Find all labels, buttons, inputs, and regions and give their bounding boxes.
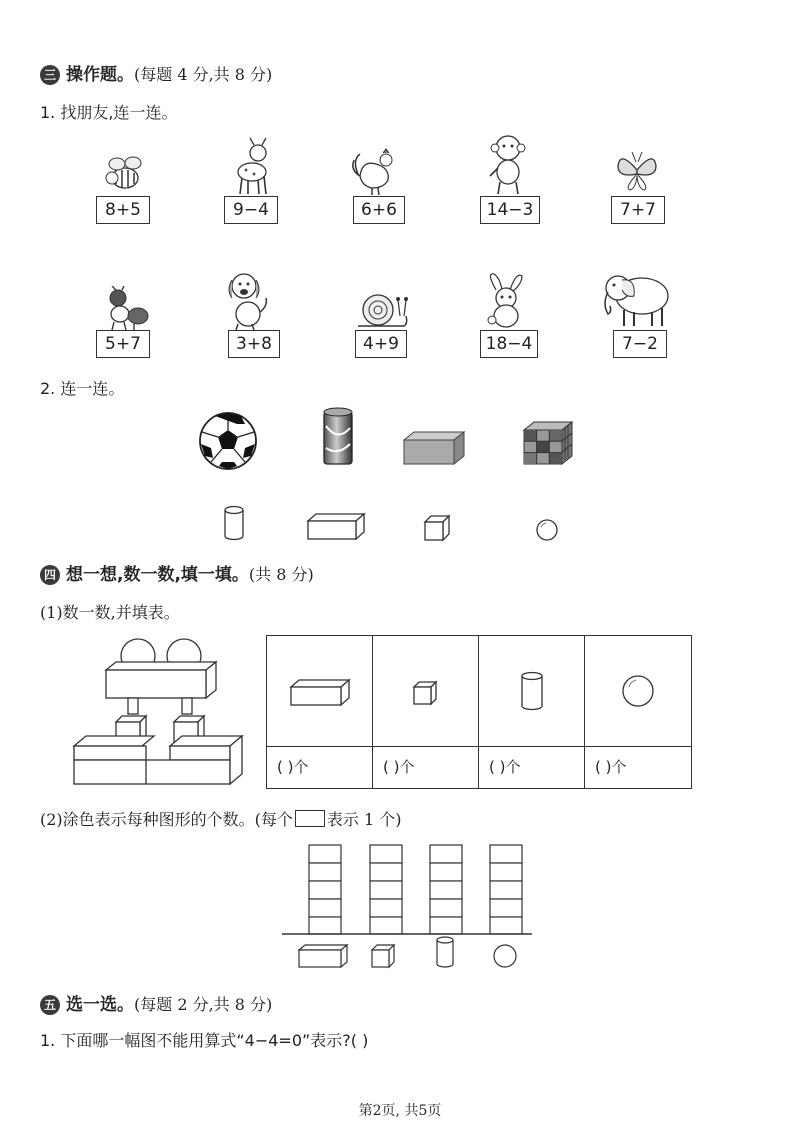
expr-box-butterfly: 7+7 [611,196,665,224]
table-cube-icon [412,680,438,706]
question-3-1: 1. 找朋友,连一连。 [40,103,178,122]
section-4-title: 想一想,数一数,填一填。 [66,565,249,585]
expr-box-rabbit: 18−4 [480,330,538,358]
coloring-bar-grid [282,840,532,974]
question-5-1: 1. 下面哪一幅图不能用算式“4−4=0”表示?( ) [40,1031,369,1050]
section-3-badge: 三 [40,65,60,85]
elephant-icon [600,268,674,330]
bee-icon [104,152,146,196]
section-3-heading [40,60,272,85]
cube-shape [423,514,451,542]
rabbit-icon [482,272,528,330]
expr-box-elephant: 7−2 [613,330,667,358]
section-3-points: (每题 4 分,共 8 分) [134,65,273,84]
section-5-points: (每题 2 分,共 8 分) [134,995,273,1014]
cuboid-shape [306,512,366,542]
sub-question-2-suffix: 表示 1 个) [326,810,402,829]
question-3-2: 2. 连一连。 [40,379,125,398]
monkey-icon [486,132,530,196]
cylinder-shape [222,504,246,542]
expr-box-dog: 3+8 [228,330,280,358]
count-answer-cylinder[interactable]: ( )个 [489,758,521,776]
bar-column-sphere [490,845,522,934]
soccer-ball-icon [197,410,259,472]
count-table [266,635,692,789]
table-cuboid-icon [289,678,351,708]
brick-icon [402,430,466,468]
section-5-heading [40,990,272,1015]
section-4-badge: 四 [40,565,60,585]
unit-square-icon [295,810,325,827]
expr-box-rooster: 6+6 [353,196,405,224]
bar-column-cuboid [309,845,341,934]
sub-question-2 [40,807,402,830]
expr-box-snail: 4+9 [355,330,407,358]
butterfly-icon [614,148,660,192]
table-divider [267,746,691,747]
sub-question-1: (1)数一数,并填表。 [40,603,180,622]
deer-icon [226,136,276,196]
snail-icon [354,286,410,330]
ant-icon [104,286,150,330]
table-sphere-icon [621,674,655,708]
section-4-points: (共 8 分) [248,565,314,584]
expr-box-bee: 8+5 [96,196,150,224]
sub-question-2-prefix: (2)涂色表示每种图形的个数。(每个 [40,810,293,829]
soda-can-icon [318,406,358,468]
expr-box-monkey: 14−3 [480,196,540,224]
section-5-badge: 五 [40,995,60,1015]
rooster-icon [350,146,400,196]
count-answer-sphere[interactable]: ( )个 [595,758,627,776]
section-3-title: 操作题。 [66,65,134,85]
table-cylinder-icon [519,670,545,712]
count-answer-cuboid[interactable]: ( )个 [277,758,309,776]
expr-box-ant: 5+7 [96,330,150,358]
page-footer: 第2页, 共5页 [358,1103,442,1119]
dog-icon [224,270,270,330]
section-5-title: 选一选。 [66,995,134,1015]
bar-column-cylinder [430,845,462,934]
rubiks-cube-icon [522,420,574,466]
bar-column-cube [370,845,402,934]
section-4-heading [40,560,314,585]
expr-box-deer: 9−4 [224,196,278,224]
stacked-shapes-figure [70,636,246,788]
sphere-shape [535,518,559,542]
count-answer-cube[interactable]: ( )个 [383,758,415,776]
